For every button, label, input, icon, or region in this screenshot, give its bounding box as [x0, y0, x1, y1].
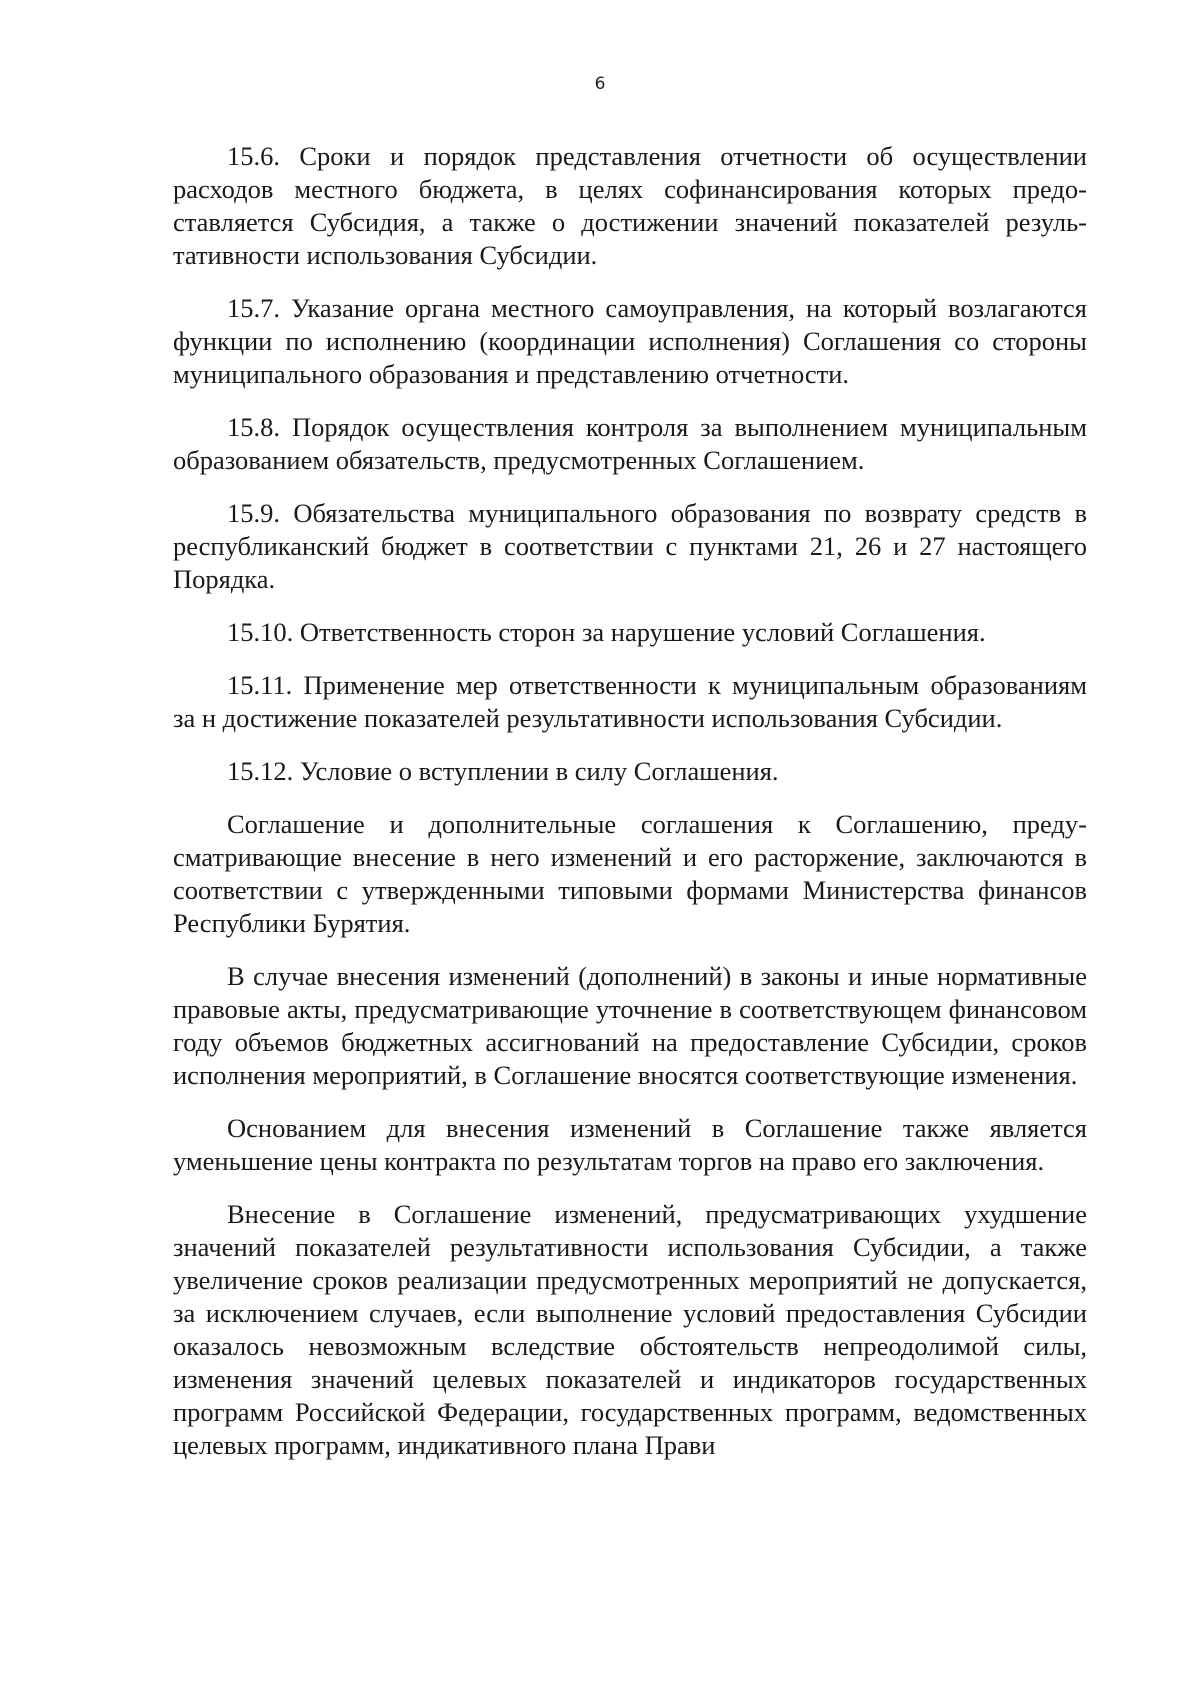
paragraph-15-12: 15.12. Условие о вступлении в силу Соглашения. [227, 756, 779, 786]
paragraph-agreement-forms: Соглашение и дополнительные соглашения к Соглашению, предусматривающие внесение в него изменений и его расторжение, заключаются в соответствии с утвержденными типовыми формами Министерства финансов Республики Бурятия. [173, 809, 1087, 938]
paragraph-15-7: 15.7. Указание органа местного самоуправления, на который возлагаются функции по исполнению (координации исполнения) Соглашения со стороны муниципального образования и представлению отчетности. [173, 293, 1087, 389]
paragraph-15-10: 15.10. Ответственность сторон за нарушение условий Соглашения. [227, 617, 986, 647]
paragraph-restrictions: Внесение в Соглашение изменений, предусматривающих ухудшение значений показателей результативности использования Субсидии, а также увеличение сроков реализации предусмотренных мероприятий не допускается, за исключением случаев, если выполнение условий предоставления Субсидии оказалось невозможным вследствие обстоятельств непреодолимой силы, изменения значений целевых показателей и индикаторов государственных программ Российской Федерации, государственных программ, ведомственных целевых программ, индикативного плана Прави [173, 1199, 1087, 1460]
paragraph-15-8: 15.8. Порядок осуществления контроля за выполнением муниципальным образованием обязательств, предусмотренных Соглашением. [173, 412, 1087, 475]
paragraph-15-6: 15.6. Сроки и порядок представления отчетности об осуществлении расходов местного бюджета, в целях софинансирования которых предоставляется Субсидия, а также о достижении значений показателей результативности использования Субсидии. [173, 141, 1087, 270]
paragraph-15-9: 15.9. Обязательства муниципального образования по возврату средств в республиканский бюджет в соответствии с пунктами 21, 26 и 27 настоящего Порядка. [173, 498, 1087, 594]
page-number: 6 [594, 74, 606, 94]
paragraph-law-changes: В случае внесения изменений (дополнений) в законы и иные нормативные правовые акты, предусматривающие уточнение в соответствующем финансовом году объемов бюджетных ассигнований на предоставление Субсидии, сроков исполнения мероприятий, в Соглашение вносятся соответствующие изменения. [173, 961, 1087, 1090]
paragraph-15-11: 15.11. Применение мер ответственности к муниципальным образованиям за н достижение показателей результативности использования Субсидии. [173, 670, 1087, 733]
paragraph-contract-price: Основанием для внесения изменений в Соглашение также является уменьшение цены контракта по результатам торгов на право его заключения. [173, 1113, 1087, 1176]
document-body [173, 140, 1087, 1482]
